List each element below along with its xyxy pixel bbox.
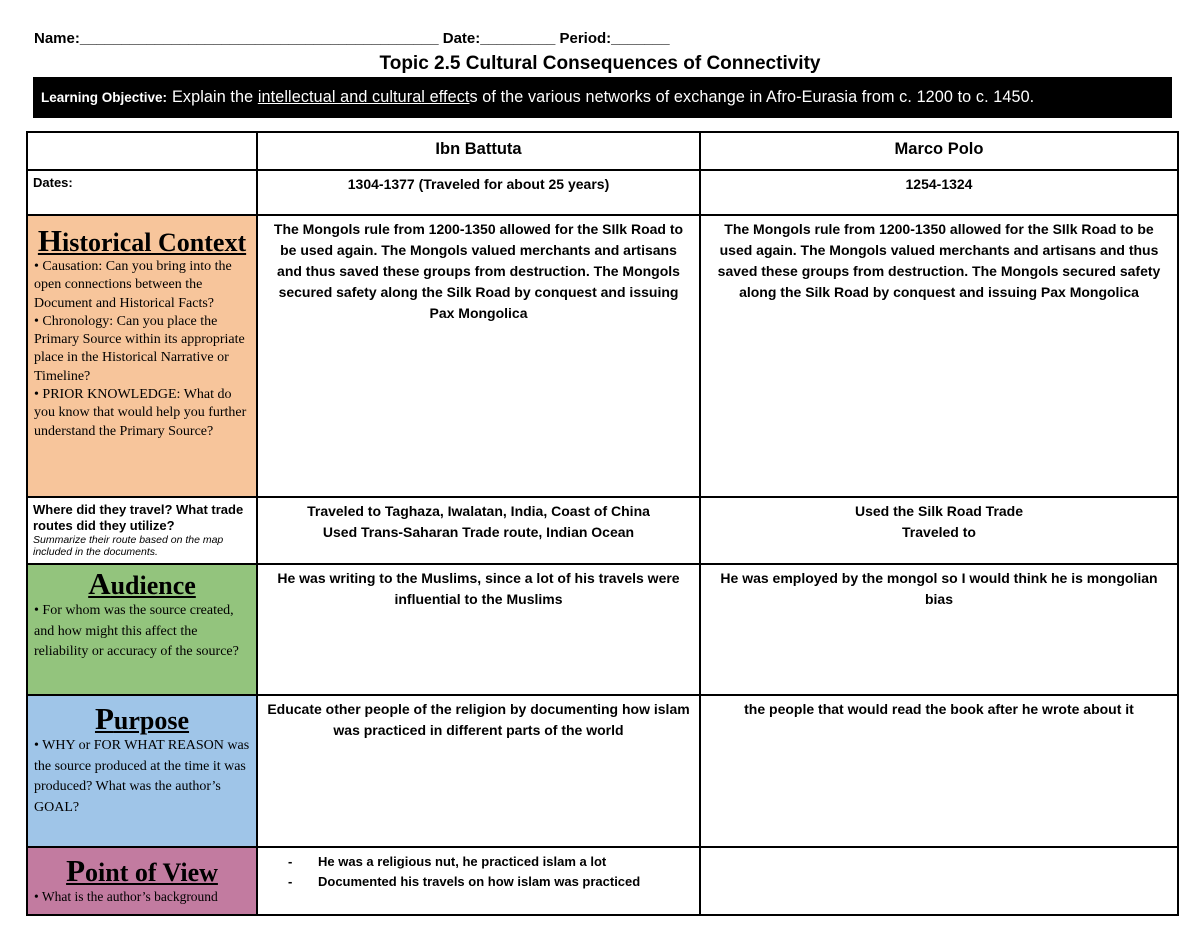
dates-label: Dates: [27, 170, 257, 215]
objective-label: Learning Objective: [41, 90, 168, 105]
ibn-dates-cell[interactable]: 1304-1377 (Traveled for about 25 years) [257, 170, 700, 215]
travel-label: Where did they travel? What trade routes did they utilize? Summarize their route based on the map included in the documents. [27, 497, 257, 564]
purpose-prompt: • WHY or FOR WHAT REASON was the source produced at the time it was produced? What was the author’s GOAL? [34, 738, 250, 815]
column-header-marco-polo: Marco Polo [700, 132, 1178, 170]
marco-historical-context-cell[interactable]: The Mongols rule from 1200-1350 allowed for the SIlk Road to be used again. The Mongols valued merchants and artisans and thus saved these groups from destruction. The Mongols secured safety along the Silk Road by conquest and issuing Pax Mongolica [700, 215, 1178, 497]
purpose-label [27, 695, 257, 847]
historical-context-title: Historical Context [37, 223, 247, 258]
page-title: Topic 2.5 Cultural Consequences of Connectivity [379, 53, 821, 74]
point-of-view-row [27, 847, 1178, 915]
ibn-point-of-view-cell[interactable] [257, 847, 700, 915]
audience-prompt: • For whom was the source created, and how might this affect the reliability or accuracy of the source? [34, 603, 239, 659]
historical-context-prompts [28, 258, 256, 441]
column-header-ibn-battuta: Ibn Battuta [257, 132, 700, 170]
dates-row [27, 170, 1178, 215]
audience-title: Audience [88, 566, 196, 601]
point-of-view-label [27, 847, 257, 915]
historical-context-label [27, 215, 257, 497]
ibn-audience-cell[interactable]: He was writing to the Muslims, since a lot of his travels were influential to the Muslims [257, 564, 700, 695]
ibn-purpose-cell[interactable]: Educate other people of the religion by documenting how islam was practiced in different parts of the world [257, 695, 700, 847]
ibn-point-of-view-list [258, 848, 699, 892]
comparison-table [26, 131, 1179, 916]
ibn-travel-cell[interactable]: Traveled to Taghaza, Iwalatan, India, Coast of China Used Trans-Saharan Trade route, Indian Ocean [257, 497, 700, 564]
objective-text: Explain the intellectual and cultural effects of the various networks of exchange in Afro-Eurasia from c. 1200 to c. 1450. [172, 88, 1035, 106]
empty-header-cell [27, 132, 257, 170]
chronology-prompt: • Chronology: Can you place the Primary Source within its appropriate place in the Historical Narrative or Timeline? [34, 313, 245, 384]
historical-context-row [27, 215, 1178, 497]
list-item: - Documented his travels on how islam was practiced [288, 872, 699, 892]
purpose-title: Purpose [94, 701, 190, 736]
learning-objective-banner [33, 77, 1172, 118]
causation-prompt: • Causation: Can you bring into the open connections between the Document and Historical Facts? [34, 259, 232, 311]
travel-row [27, 497, 1178, 564]
marco-travel-cell[interactable]: Used the Silk Road Trade Traveled to [700, 497, 1178, 564]
list-item: - He was a religious nut, he practiced islam a lot [288, 852, 699, 872]
travel-sub-instruction: Summarize their route based on the map included in the documents. [33, 534, 224, 558]
marco-audience-cell[interactable]: He was employed by the mongol so I would think he is mongolian bias [700, 564, 1178, 695]
objective-underlined-text: intellectual and cultural effect [257, 88, 470, 106]
ibn-historical-context-cell[interactable]: The Mongols rule from 1200-1350 allowed for the SIlk Road to be used again. The Mongols valued merchants and artisans and thus saved these groups from destruction. The Mongols secured safety along the Silk Road by conquest and issuing Pax Mongolica [257, 215, 700, 497]
audience-label [27, 564, 257, 695]
marco-purpose-cell[interactable]: the people that would read the book after he wrote about it [700, 695, 1178, 847]
purpose-row [27, 695, 1178, 847]
marco-dates-cell[interactable]: 1254-1324 [700, 170, 1178, 215]
name-date-period-line[interactable]: Name:___________________________________________ Date:_________ Period:_______ [34, 30, 670, 47]
point-of-view-title: Point of View [66, 853, 218, 888]
point-of-view-prompt: • What is the author’s background [34, 889, 218, 904]
audience-row [27, 564, 1178, 695]
marco-point-of-view-cell[interactable] [700, 847, 1178, 915]
table-header-row [27, 132, 1178, 170]
prior-knowledge-prompt: • PRIOR KNOWLEDGE: What do you know that would help you further understand the Primary Source? [34, 387, 247, 439]
